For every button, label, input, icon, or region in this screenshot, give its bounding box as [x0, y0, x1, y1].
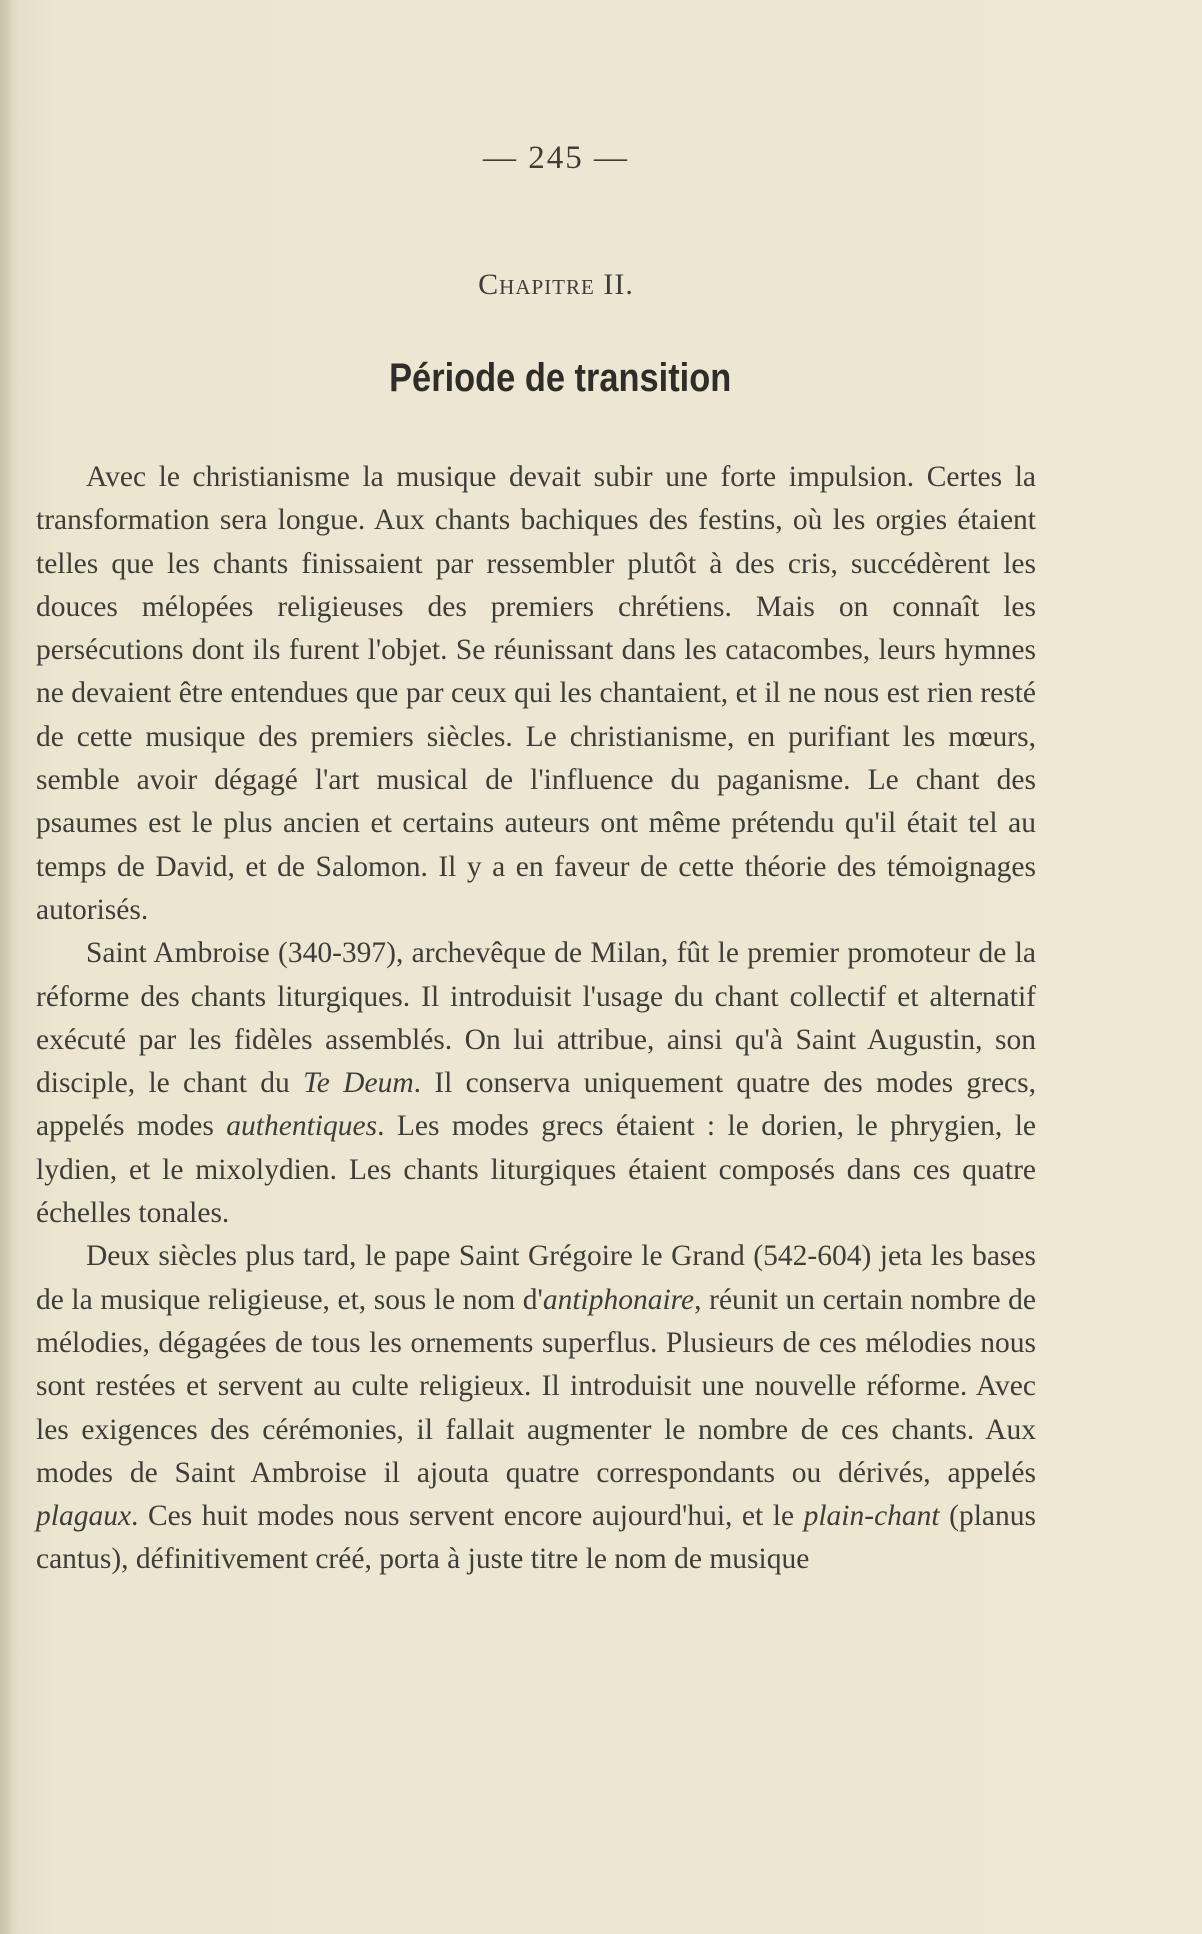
text-run: (planus cantus), définitivement créé, porta à juste titre le nom de musique: [36, 1500, 1037, 1576]
paragraph: [36, 932, 1036, 1235]
text-run: . Les modes grecs étaient : le dorien, le phrygien, le lydien, et le mixolydien. Les chants liturgiques étaient composés dans ces quatre échelles tonales.: [36, 1110, 1037, 1230]
binding-shadow: [0, 0, 14, 1934]
italic-text: plagaux: [36, 1500, 132, 1533]
text-run: Saint Ambroise (340-397), archevêque de Milan, fût le premier promoteur de la réforme des chants liturgiques. Il introduisit l'usage du chant collectif et alternatif exécuté par les fidèles assemblés. On lui attribue, ainsi qu'à Saint Augustin, son disciple, le chant du: [36, 937, 1036, 1100]
chapter-heading: Chapitre II.: [478, 268, 634, 301]
italic-text: authentiques: [226, 1110, 378, 1143]
page-number: — 245 —: [483, 140, 629, 176]
section-title: Période de transition: [389, 356, 732, 400]
body-text: [36, 456, 1036, 1582]
text-run: . Ces huit modes nous servent encore aujourd'hui, et le: [131, 1500, 804, 1533]
italic-text: antiphonaire: [542, 1283, 695, 1316]
text-run: , réunit un certain nombre de mélodies, dégagées de tous les ornements superflus. Plusieurs de ces mélodies nous sont restées et servent au culte religieux. Il introduisit une nouvelle réforme. Avec les exigences des cérémonies, il fallait augmenter le nombre de ces chants. Aux modes de Saint Ambroise il ajouta quatre correspondants ou dérivés, appelés: [36, 1283, 1037, 1489]
text-run: . Il conserva uniquement quatre des modes grecs, appelés modes: [36, 1067, 1036, 1143]
italic-text: Te Deum: [303, 1067, 414, 1100]
paragraph: [36, 1235, 1036, 1581]
paragraph: [36, 456, 1036, 932]
text-run: Deux siècles plus tard, le pape Saint Grégoire le Grand (542-604) jeta les bases de la musique religieuse, et, sous le nom d': [36, 1240, 1036, 1316]
text-run: Avec le christianisme la musique devait subir une forte impulsion. Certes la transformation sera longue. Aux chants bachiques des festins, où les orgies étaient telles que les chants finissaient par ressembler plutôt à des cris, succédèrent les douces mélopées religieuses des premiers chrétiens. Mais on connaît les persécutions dont ils furent l'objet. Se réunissant dans les catacombes, leurs hymnes ne devaient être entendues que par ceux qui les chantaient, et il ne nous est rien resté de cette musique des premiers siècles. Le christianisme, en purifiant les mœurs, semble avoir dégagé l'art musical de l'influence du paganisme. Le chant des psaumes est le plus ancien et certains auteurs ont même prétendu qu'il était tel au temps de David, et de Salomon. Il y a en faveur de cette théorie des témoignages autorisés.: [36, 461, 1036, 926]
italic-text: plain-chant: [803, 1500, 940, 1533]
